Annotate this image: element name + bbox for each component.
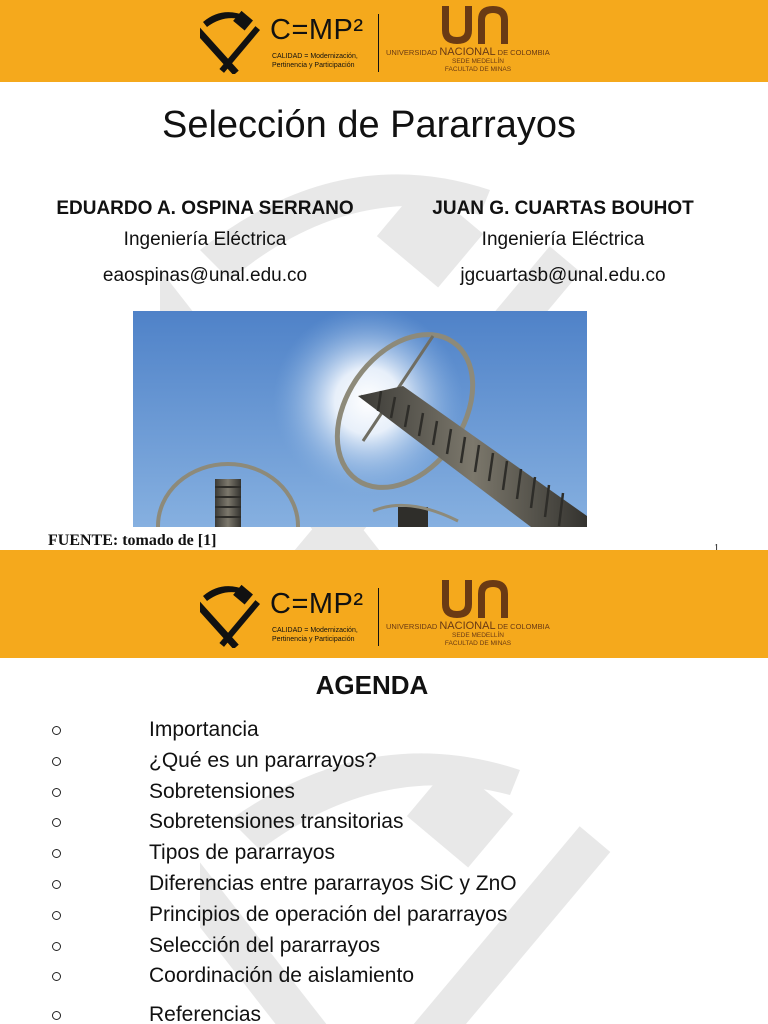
un-prefix: UNIVERSIDAD [386, 622, 440, 631]
logo-separator [378, 588, 379, 646]
un-logo-icon [438, 4, 510, 48]
slide-title: Selección de Pararrayos [162, 104, 576, 146]
agenda-item-label: Tipos de pararrayos [149, 841, 335, 865]
logo-separator [378, 14, 379, 72]
author-name: EDUARDO A. OSPINA SERRANO [56, 198, 354, 219]
logos [200, 582, 570, 650]
bullet-circle-icon [52, 757, 61, 766]
agenda-item-label: Importancia [149, 718, 259, 741]
agenda-item-label: ¿Qué es un pararrayos? [149, 748, 377, 772]
header-banner [0, 550, 768, 658]
un-sede: SEDE MEDELLÍN [451, 632, 505, 639]
cemp-tagline-line-1: CALIDAD = Modernización, [272, 53, 358, 60]
un-facultad: FACULTAD DE MINAS [444, 640, 512, 647]
logos [200, 8, 570, 76]
agenda-item [52, 810, 752, 841]
bullet-circle-icon [52, 942, 61, 951]
agenda-list [52, 718, 752, 1024]
cemp-logo-text: C=MP² [270, 588, 364, 620]
bullet-circle-icon [52, 972, 61, 981]
un-suffix: DE COLOMBIA [495, 48, 550, 57]
un-subtitle [386, 58, 570, 74]
un-name [386, 620, 550, 632]
author-name: JUAN G. CUARTAS BOUHOT [432, 198, 694, 219]
agenda-item [52, 718, 752, 749]
un-subtitle [386, 632, 570, 648]
bullet-circle-icon [52, 818, 61, 827]
un-suffix: DE COLOMBIA [495, 622, 550, 631]
pick-hammer-icon [200, 8, 268, 74]
agenda-item-label: Principios de operación del pararrayos [149, 902, 508, 926]
pick-hammer-icon [200, 582, 268, 648]
agenda-item-label: Coordinación de aislamiento [149, 964, 414, 988]
un-nacional: NACIONAL [439, 46, 496, 58]
un-name [386, 46, 550, 58]
page-number: 1 [714, 543, 719, 550]
author-2 [398, 196, 728, 294]
un-sede: SEDE MEDELLÍN [451, 58, 505, 65]
agenda-item [52, 1003, 752, 1024]
image-source: FUENTE: tomado de [1] [48, 532, 217, 549]
slide-2 [0, 550, 768, 1024]
agenda-item-label: Diferencias entre pararrayos SiC y ZnO [149, 871, 517, 895]
author-email: jgcuartasb@unal.edu.co [460, 265, 666, 286]
agenda-item [52, 780, 752, 811]
cemp-logo-text: C=MP² [270, 14, 364, 46]
author-department: Ingeniería Eléctrica [481, 229, 645, 250]
cemp-tagline [272, 52, 380, 70]
agenda-item-label: Sobretensiones transitorias [149, 810, 404, 834]
agenda-item [52, 872, 752, 903]
agenda-item [52, 934, 752, 965]
header-banner [0, 0, 768, 82]
bullet-circle-icon [52, 726, 61, 735]
agenda-item [52, 903, 752, 934]
bullet-circle-icon [52, 880, 61, 889]
cemp-tagline-line-1: CALIDAD = Modernización, [272, 627, 358, 634]
cemp-tagline-line-2: Pertinencia y Participación [272, 62, 355, 69]
bullet-circle-icon [52, 911, 61, 920]
cemp-tagline-line-2: Pertinencia y Participación [272, 636, 355, 643]
surge-arrester-photo [133, 311, 587, 527]
agenda-item [52, 749, 752, 780]
agenda-item [52, 964, 752, 995]
cemp-tagline [272, 626, 380, 644]
agenda-title: AGENDA [315, 670, 429, 700]
agenda-item-label: Referencias [149, 1003, 262, 1024]
author-email: eaospinas@unal.edu.co [102, 265, 308, 286]
un-nacional: NACIONAL [439, 620, 496, 632]
agenda-item [52, 841, 752, 872]
un-logo-icon [438, 578, 510, 622]
un-prefix: UNIVERSIDAD [386, 48, 440, 57]
bullet-circle-icon [52, 849, 61, 858]
author-1 [40, 196, 370, 294]
agenda-item-label: Sobretensiones [149, 779, 295, 803]
bullet-circle-icon [52, 1011, 61, 1020]
un-facultad: FACULTAD DE MINAS [444, 66, 512, 73]
agenda-item-label: Selección del pararrayos [149, 933, 381, 957]
bullet-circle-icon [52, 788, 61, 797]
author-department: Ingeniería Eléctrica [123, 229, 287, 250]
